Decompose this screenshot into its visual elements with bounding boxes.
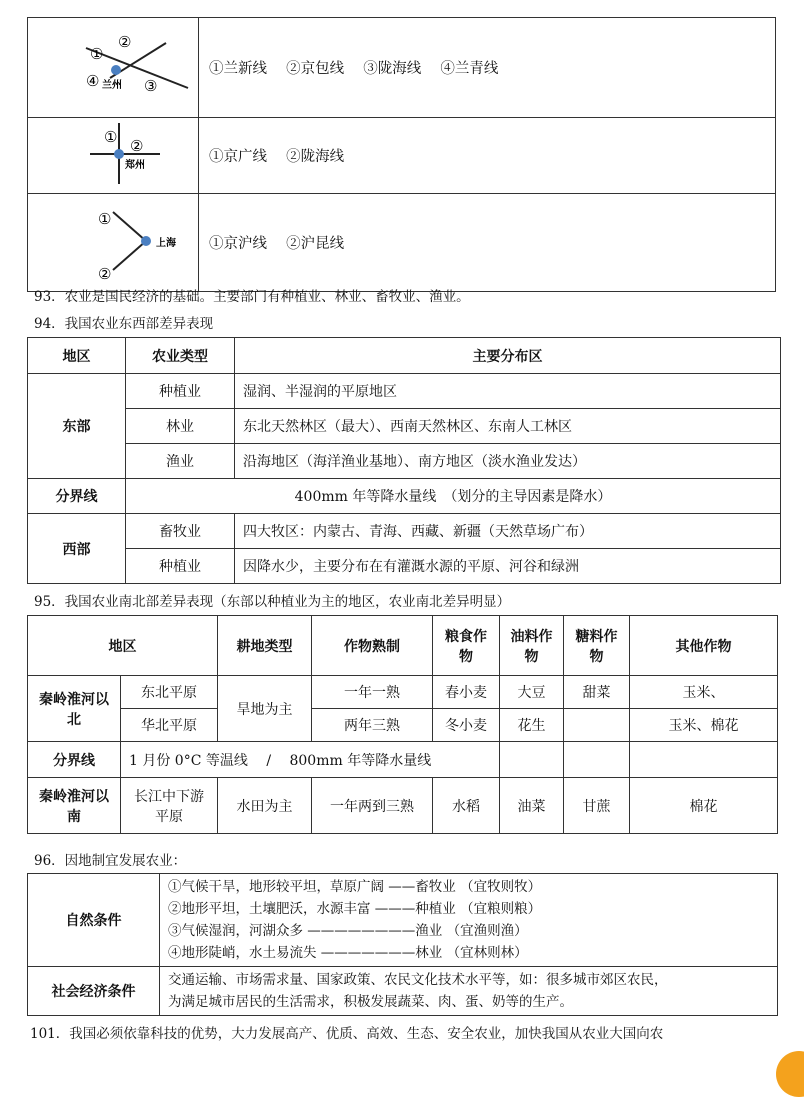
t94-type: 渔业 xyxy=(126,444,235,479)
t94-header-region: 地区 xyxy=(28,338,126,374)
t95-header-region: 地区 xyxy=(28,616,218,676)
t94-area: 四大牧区：内蒙古、青海、西藏、新疆（天然草场广布） xyxy=(235,514,781,549)
t94-boundary-text: 400mm 年等降水量线 （划分的主导因素是降水） xyxy=(126,479,781,514)
t95-header-sugar: 糖料作物 xyxy=(564,616,630,676)
t94-row xyxy=(28,444,781,479)
shanghai-city-label: 上海 xyxy=(156,238,176,249)
lanzhou-num-4: ④ xyxy=(86,72,100,90)
t94-row xyxy=(28,374,781,409)
t95-row xyxy=(28,709,778,742)
lanzhou-num-3: ③ xyxy=(144,77,158,95)
paragraph-96: 96．因地制宜发展农业： xyxy=(34,853,187,869)
t94-type: 种植业 xyxy=(126,549,235,584)
lanzhou-city-label: 兰州 xyxy=(102,80,122,91)
t96-social-cell xyxy=(160,967,778,1016)
zhengzhou-num-1: ① xyxy=(104,128,118,146)
t94-area: 沿海地区（海洋渔业基地）、南方地区（淡水渔业发达） xyxy=(235,444,781,479)
t94-boundary-row xyxy=(28,479,781,514)
t95-header-grain: 粮食作物 xyxy=(433,616,500,676)
paragraph-94: 94．我国农业东西部差异表现 xyxy=(34,316,214,332)
t94-region-west: 西部 xyxy=(28,514,126,584)
t95-other: 棉花 xyxy=(630,778,778,834)
t95-sugar xyxy=(564,709,630,742)
t95-sub: 华北平原 xyxy=(121,709,218,742)
t95-row xyxy=(28,676,778,709)
t94-area: 因降水少，主要分布在有灌溉水源的平原、河谷和绿洲 xyxy=(235,549,781,584)
t95-oil: 油菜 xyxy=(500,778,564,834)
t95-other: 玉米、棉花 xyxy=(630,709,778,742)
t96-natural-line: ①气候干旱，地形较平坦，草原广阔 ——畜牧业 （宜牧则牧） xyxy=(168,879,542,895)
paragraph-93: 93．农业是国民经济的基础。主要部门有种植业、林业、畜牧业、渔业。 xyxy=(34,289,470,305)
t95-empty-cell xyxy=(500,742,564,778)
t95-boundary-text: 1 月份 0°C 等温线 / 800mm 年等降水量线 xyxy=(121,742,500,778)
t95-boundary-label: 分界线 xyxy=(28,742,121,778)
shanghai-junction-diagram xyxy=(28,194,198,287)
t94-row xyxy=(28,549,781,584)
north-south-agriculture-table xyxy=(27,615,778,834)
t95-grain: 水稻 xyxy=(433,778,500,834)
rail-row-lanzhou xyxy=(28,18,776,118)
rail-row-zhengzhou xyxy=(28,118,776,194)
shanghai-num-2: ② xyxy=(98,265,112,283)
t95-empty-cell xyxy=(630,742,778,778)
t95-region-north: 秦岭淮河以北 xyxy=(28,676,121,742)
t95-oil: 大豆 xyxy=(500,676,564,709)
t96-natural-cell xyxy=(160,874,778,967)
t94-type: 畜牧业 xyxy=(126,514,235,549)
t95-sub: 东北平原 xyxy=(121,676,218,709)
t95-empty-cell xyxy=(564,742,630,778)
t95-header-land: 耕地类型 xyxy=(218,616,312,676)
t95-sub: 长江中下游平原 xyxy=(121,778,218,834)
t96-social-line: 交通运输、市场需求量、国家政策、农民文化技术水平等，如：很多城市郊区农民， xyxy=(168,972,668,988)
t96-natural-line: ④地形陡峭，水土易流失 ———————林业 （宜林则林） xyxy=(168,945,528,961)
lanzhou-diagram xyxy=(28,18,199,118)
zhengzhou-diagram xyxy=(28,118,199,194)
zhengzhou-city-label: 郑州 xyxy=(125,160,145,171)
t96-natural-row xyxy=(28,874,778,967)
t95-header-row xyxy=(28,616,778,676)
t95-header-oil: 油料作物 xyxy=(500,616,564,676)
t94-region-east: 东部 xyxy=(28,374,126,479)
t95-region-south: 秦岭淮河以南 xyxy=(28,778,121,834)
t96-natural-line: ②地形平坦，土壤肥沃，水源丰富 ———种植业 （宜粮则粮） xyxy=(168,901,542,917)
lanzhou-junction-diagram xyxy=(28,18,198,113)
t95-row xyxy=(28,778,778,834)
zhengzhou-lines: ①京广线 ②陇海线 xyxy=(199,118,776,194)
east-west-agriculture-table xyxy=(27,337,781,584)
lanzhou-num-2: ② xyxy=(118,33,132,51)
shanghai-lines: ①京沪线 ②沪昆线 xyxy=(199,194,776,292)
paragraph-95: 95．我国农业南北部差异表现（东部以种植业为主的地区，农业南北差异明显） xyxy=(34,594,511,610)
t94-header-type: 农业类型 xyxy=(126,338,235,374)
paragraph-101: 101．我国必须依靠科技的优势，大力发展高产、优质、高效、生态、安全农业，加快我国从农业大国向农 xyxy=(30,1026,664,1042)
t95-header-other: 其他作物 xyxy=(630,616,778,676)
lanzhou-lines: ①兰新线 ②京包线 ③陇海线 ④兰青线 xyxy=(199,18,776,118)
t95-land-south: 水田为主 xyxy=(218,778,312,834)
t94-type: 种植业 xyxy=(126,374,235,409)
t94-row xyxy=(28,514,781,549)
shanghai-diagram xyxy=(28,194,199,292)
t94-area: 东北天然林区（最大）、西南天然林区、东南人工林区 xyxy=(235,409,781,444)
t96-social-row xyxy=(28,967,778,1016)
rail-row-shanghai xyxy=(28,194,776,292)
t95-crop: 两年三熟 xyxy=(312,709,433,742)
t96-social-line: 为满足城市居民的生活需求，积极发展蔬菜、肉、蛋、奶等的生产。 xyxy=(168,994,573,1010)
t94-row xyxy=(28,409,781,444)
local-conditions-table xyxy=(27,873,778,1016)
zhengzhou-junction-diagram xyxy=(28,118,198,189)
t95-oil: 花生 xyxy=(500,709,564,742)
t94-type: 林业 xyxy=(126,409,235,444)
t96-natural-label: 自然条件 xyxy=(28,874,160,967)
t95-sugar: 甜菜 xyxy=(564,676,630,709)
t95-sugar: 甘蔗 xyxy=(564,778,630,834)
t96-natural-line: ③气候湿润，河湖众多 ————————渔业 （宜渔则渔） xyxy=(168,923,528,939)
corner-decoration xyxy=(776,1051,804,1097)
shanghai-num-1: ① xyxy=(98,210,112,228)
t94-boundary-label: 分界线 xyxy=(28,479,126,514)
t94-header-area: 主要分布区 xyxy=(235,338,781,374)
t95-boundary-row xyxy=(28,742,778,778)
t96-social-label: 社会经济条件 xyxy=(28,967,160,1016)
lanzhou-num-1: ① xyxy=(90,45,104,63)
t95-grain: 冬小麦 xyxy=(433,709,500,742)
t95-land-north: 旱地为主 xyxy=(218,676,312,742)
t95-crop: 一年一熟 xyxy=(312,676,433,709)
t95-crop: 一年两到三熟 xyxy=(312,778,433,834)
railway-junction-table xyxy=(27,17,776,292)
zhengzhou-num-2: ② xyxy=(130,137,144,155)
t94-area: 湿润、半湿润的平原地区 xyxy=(235,374,781,409)
t95-header-crop: 作物熟制 xyxy=(312,616,433,676)
t95-grain: 春小麦 xyxy=(433,676,500,709)
t94-header-row xyxy=(28,338,781,374)
t95-other: 玉米、 xyxy=(630,676,778,709)
